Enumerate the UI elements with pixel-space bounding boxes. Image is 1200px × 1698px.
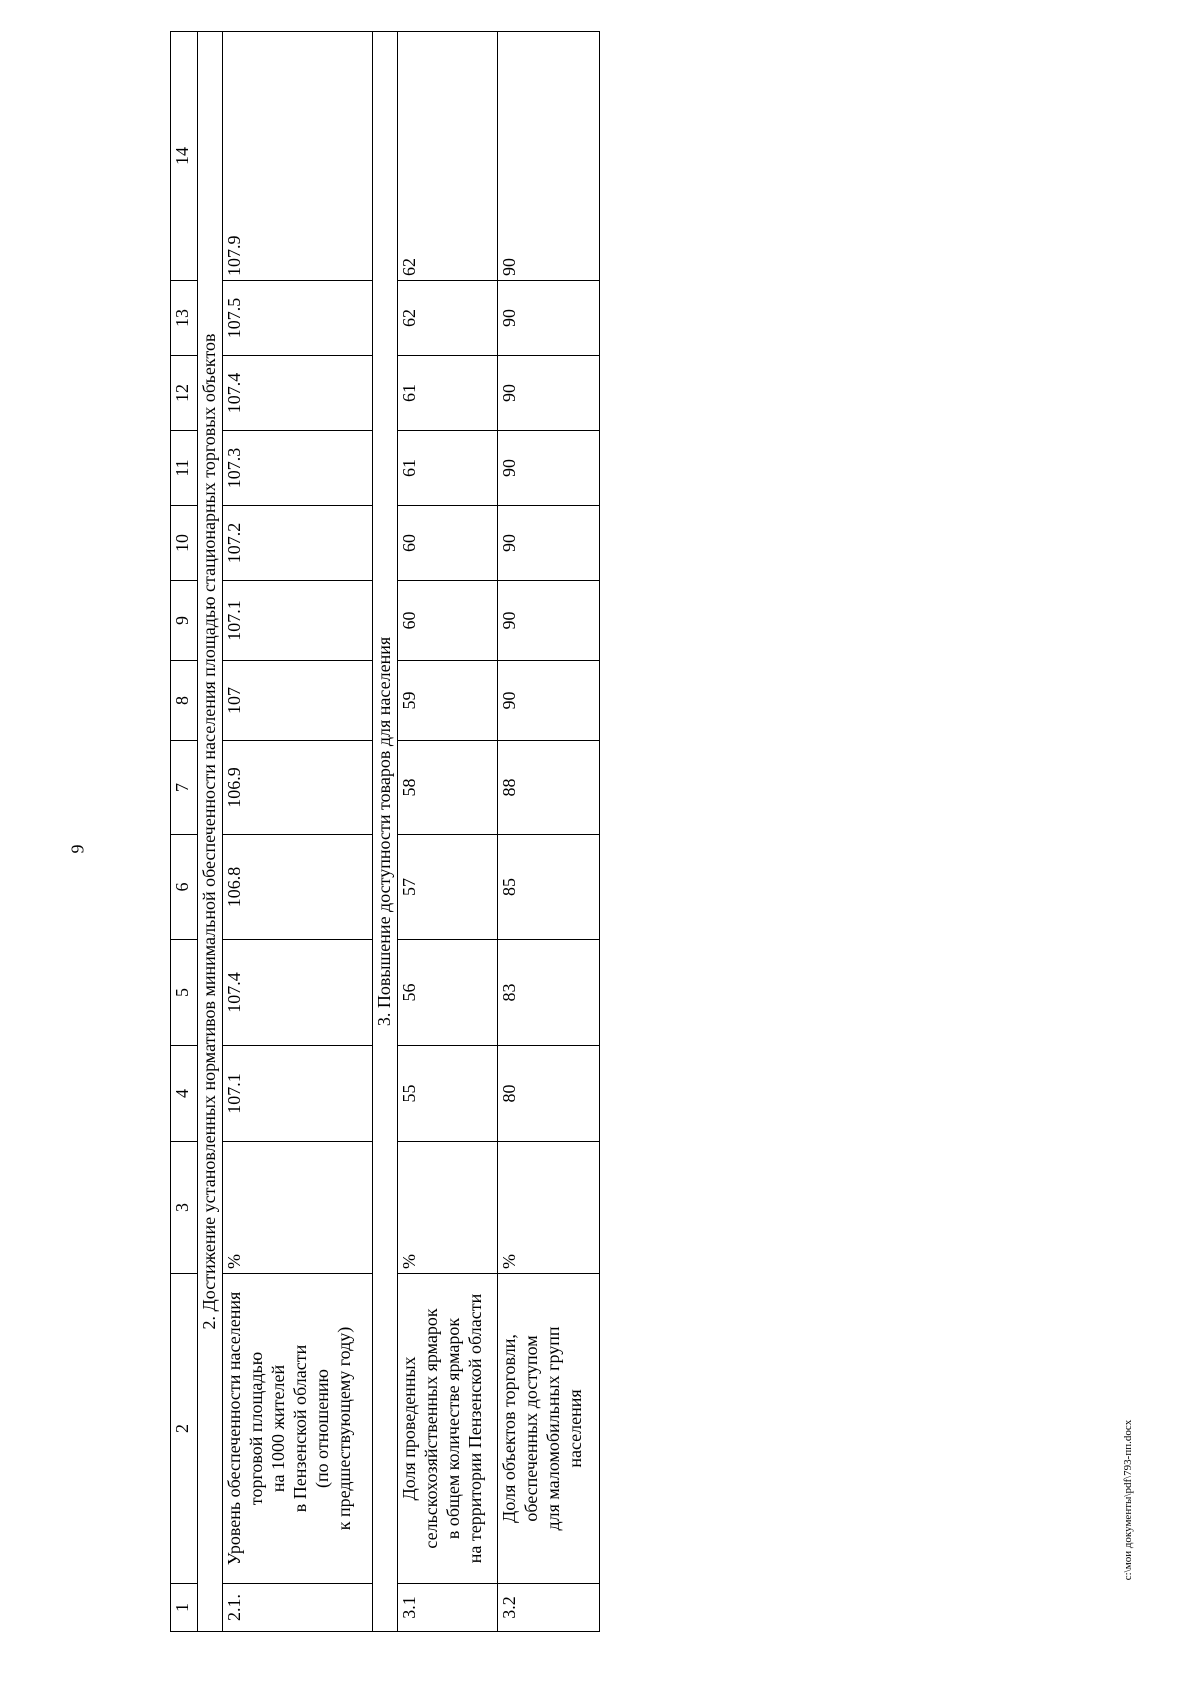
row-value: 90 (498, 506, 600, 581)
rotated-table-container (170, 32, 600, 1632)
section-title: 3. Повышение доступности товаров для населения (373, 32, 398, 1632)
header-cell: 3 (171, 1142, 198, 1274)
row-id: 3.2 (498, 1584, 600, 1632)
header-cell: 1 (171, 1584, 198, 1632)
section-row (373, 32, 398, 1632)
header-cell: 2 (171, 1274, 198, 1584)
row-value: 57 (398, 835, 498, 940)
header-cell: 12 (171, 356, 198, 431)
row-unit: % (398, 1142, 498, 1274)
table-row (398, 32, 498, 1632)
row-value: 60 (398, 581, 498, 661)
header-cell: 4 (171, 1046, 198, 1142)
row-name: Уровень обеспеченности населения торговой площадью на 1000 жителей в Пензенской области (по отношению к предшествующему году) (223, 1274, 373, 1584)
header-cell: 13 (171, 281, 198, 356)
header-cell: 11 (171, 431, 198, 506)
row-value: 90 (498, 281, 600, 356)
row-value: 107.5 (223, 281, 373, 356)
header-cell: 5 (171, 940, 198, 1046)
row-value: 62 (398, 32, 498, 281)
row-value: 83 (498, 940, 600, 1046)
row-value: 88 (498, 741, 600, 835)
row-value: 61 (398, 356, 498, 431)
header-cell: 14 (171, 32, 198, 281)
section-row (198, 32, 223, 1632)
row-value: 90 (498, 32, 600, 281)
header-cell: 9 (171, 581, 198, 661)
row-value: 85 (498, 835, 600, 940)
row-name: Доля объектов торговли, обеспеченных доступом для маломобильных групп населения (498, 1274, 600, 1584)
row-value: 90 (498, 431, 600, 506)
row-value: 61 (398, 431, 498, 506)
row-value: 106.9 (223, 741, 373, 835)
row-value: 59 (398, 661, 498, 741)
header-cell: 10 (171, 506, 198, 581)
header-row (171, 32, 198, 1632)
row-id: 2.1. (223, 1584, 373, 1632)
row-unit: % (498, 1142, 600, 1274)
row-value: 90 (498, 356, 600, 431)
row-value: 80 (498, 1046, 600, 1142)
header-cell: 8 (171, 661, 198, 741)
section-title: 2. Достижение установленных нормативов минимальной обеспеченности населения площадью стационарных торговых объектов (198, 32, 223, 1632)
row-value: 90 (498, 661, 600, 741)
row-value: 107.1 (223, 581, 373, 661)
row-value: 107 (223, 661, 373, 741)
table-row (498, 32, 600, 1632)
row-value: 107.4 (223, 356, 373, 431)
row-id: 3.1 (398, 1584, 498, 1632)
row-unit: % (223, 1142, 373, 1274)
row-value: 106.8 (223, 835, 373, 940)
row-value: 107.3 (223, 431, 373, 506)
row-value: 107.4 (223, 940, 373, 1046)
row-value: 55 (398, 1046, 498, 1142)
row-value: 107.9 (223, 32, 373, 281)
footer-file-path: c:\мои документы\pdf\793-пп.docx (1122, 1419, 1134, 1581)
header-cell: 7 (171, 741, 198, 835)
row-value: 60 (398, 506, 498, 581)
row-value: 58 (398, 741, 498, 835)
row-value: 62 (398, 281, 498, 356)
indicators-table (170, 31, 600, 1632)
row-value: 56 (398, 940, 498, 1046)
page-number: 9 (67, 844, 88, 854)
row-value: 107.1 (223, 1046, 373, 1142)
row-value: 107.2 (223, 506, 373, 581)
table-row (223, 32, 373, 1632)
row-value: 90 (498, 581, 600, 661)
header-cell: 6 (171, 835, 198, 940)
row-name: Доля проведенных сельскохозяйственных ярмарок в общем количестве ярмарок на территории Пензенской области (398, 1274, 498, 1584)
